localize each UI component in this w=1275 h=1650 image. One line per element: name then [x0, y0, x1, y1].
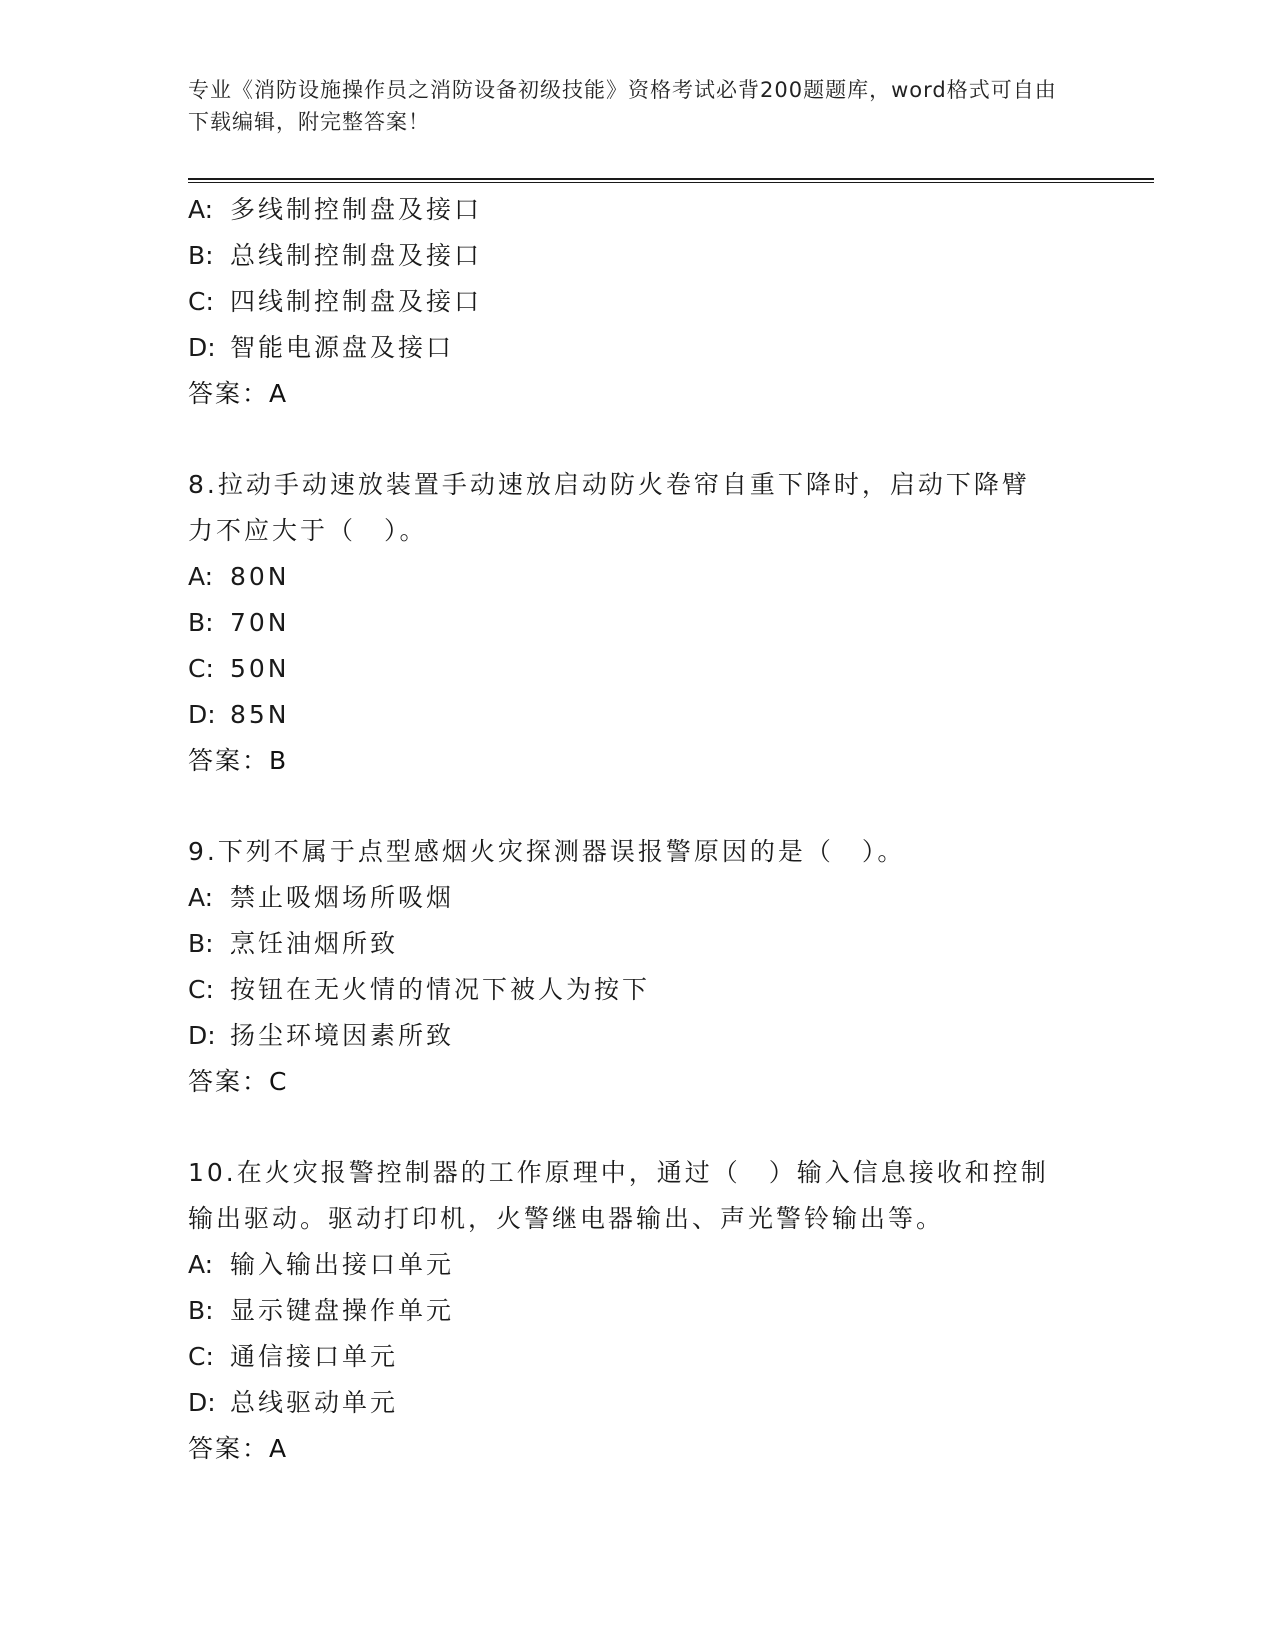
option-text: 70N — [230, 608, 290, 637]
option-d — [188, 1380, 1088, 1426]
answer-line — [188, 371, 1088, 417]
question-stem-line: 10.在火灾报警控制器的工作原理中，通过（ ）输入信息接收和控制 — [188, 1158, 1049, 1187]
option-text: 显示键盘操作单元 — [230, 1296, 455, 1325]
option-text: 按钮在无火情的情况下被人为按下 — [230, 975, 651, 1004]
option-text: 总线驱动单元 — [230, 1388, 399, 1417]
answer-label: 答案： — [188, 1067, 270, 1096]
option-text: 扬尘环境因素所致 — [230, 1021, 455, 1050]
option-key: C: — [188, 287, 214, 316]
answer-value: A — [269, 379, 288, 408]
option-text: 禁止吸烟场所吸烟 — [230, 883, 455, 912]
option-c — [188, 279, 1088, 325]
spacer — [188, 417, 1088, 462]
option-text: 四线制控制盘及接口 — [230, 287, 483, 316]
spacer — [188, 784, 1088, 829]
answer-value: C — [269, 1067, 288, 1096]
option-text: 输入输出接口单元 — [230, 1250, 455, 1279]
question-stem — [188, 829, 1068, 875]
option-text: 总线制控制盘及接口 — [230, 241, 483, 270]
option-c — [188, 646, 1088, 692]
answer-value: B — [269, 746, 288, 775]
question-10 — [188, 1150, 1088, 1472]
option-b — [188, 600, 1088, 646]
option-key: A: — [188, 883, 214, 912]
option-key: C: — [188, 654, 214, 683]
answer-label: 答案： — [188, 379, 270, 408]
option-text: 80N — [230, 562, 290, 591]
question-stem — [188, 1150, 1068, 1242]
answer-line — [188, 1059, 1088, 1105]
option-a — [188, 554, 1088, 600]
option-a — [188, 187, 1088, 233]
question-9 — [188, 829, 1088, 1105]
answer-line — [188, 1426, 1088, 1472]
answer-value: A — [269, 1434, 288, 1463]
option-d — [188, 325, 1088, 371]
document-header: 专业《消防设施操作员之消防设备初级技能》资格考试必背200题题库，word格式可自由下载编辑，附完整答案！ — [188, 78, 1057, 134]
option-d — [188, 692, 1088, 738]
option-a — [188, 1242, 1088, 1288]
option-text: 通信接口单元 — [230, 1342, 399, 1371]
option-key: A: — [188, 1250, 214, 1279]
option-text: 烹饪油烟所致 — [230, 929, 399, 958]
option-text: 85N — [230, 700, 290, 729]
answer-label: 答案： — [188, 1434, 270, 1463]
option-key: A: — [188, 562, 214, 591]
question-8 — [188, 462, 1088, 784]
answer-label: 答案： — [188, 746, 270, 775]
option-text: 多线制控制盘及接口 — [230, 195, 483, 224]
option-d — [188, 1013, 1088, 1059]
option-c — [188, 967, 1088, 1013]
option-key: A: — [188, 195, 214, 224]
option-b — [188, 1288, 1088, 1334]
option-b — [188, 233, 1088, 279]
option-key: B: — [188, 929, 214, 958]
question-stem-line: 力不应大于（ ）。 — [188, 516, 428, 545]
option-key: D: — [188, 700, 216, 729]
question-stem-line: 输出驱动。驱动打印机，火警继电器输出、声光警铃输出等。 — [188, 1204, 945, 1233]
question-stem-line: 9.下列不属于点型感烟火灾探测器误报警原因的是（ ）。 — [188, 837, 906, 866]
header-divider — [188, 178, 1154, 183]
option-key: D: — [188, 1388, 216, 1417]
option-key: B: — [188, 608, 214, 637]
option-key: D: — [188, 1021, 216, 1050]
option-b — [188, 921, 1088, 967]
option-key: C: — [188, 975, 214, 1004]
question-stem — [188, 462, 1068, 554]
option-key: B: — [188, 1296, 214, 1325]
option-key: C: — [188, 1342, 214, 1371]
option-text: 智能电源盘及接口 — [230, 333, 455, 362]
option-text: 50N — [230, 654, 290, 683]
question-stem-line: 8.拉动手动速放装置手动速放启动防火卷帘自重下降时，启动下降臂 — [188, 470, 1030, 499]
option-key: B: — [188, 241, 214, 270]
question-list — [188, 187, 1088, 1472]
option-c — [188, 1334, 1088, 1380]
spacer — [188, 1105, 1088, 1150]
option-key: D: — [188, 333, 216, 362]
answer-line — [188, 738, 1088, 784]
option-a — [188, 875, 1088, 921]
question-7 — [188, 187, 1088, 417]
